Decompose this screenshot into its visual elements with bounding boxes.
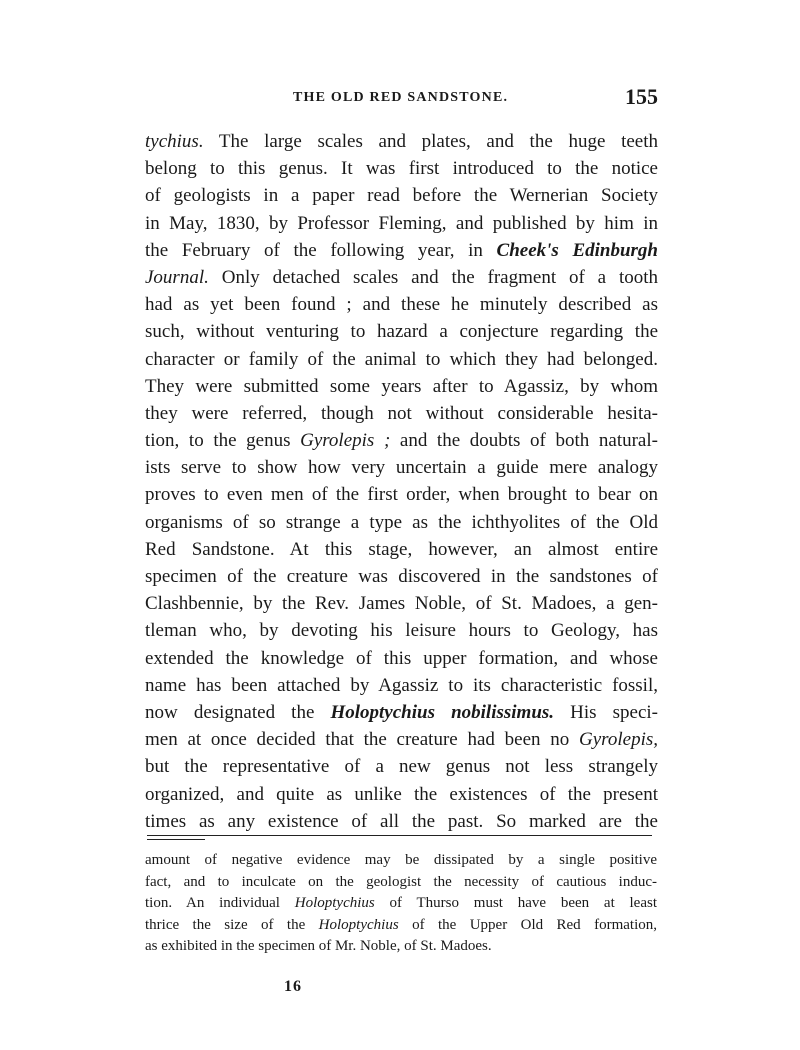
text-run: The large scales and plates, and the huge teeth (203, 131, 658, 152)
text-line (145, 400, 658, 427)
footnote-line (145, 872, 657, 894)
text-run: men at once decided that the creature had been no (145, 729, 580, 751)
text-line (145, 563, 658, 590)
text-run: of Thurso must have been at least (374, 895, 657, 912)
footnote-rule (147, 835, 652, 836)
text-run: tleman who, by devoting his leisure hours to Geology, has (145, 620, 658, 642)
footnote (145, 850, 657, 958)
text-line (145, 536, 658, 563)
footnote-line (145, 936, 657, 958)
text-run: Gyrolepis, (579, 729, 658, 751)
text-run: organized, and quite as unlike the existences of the present (145, 783, 658, 805)
text-run: Holoptychius (318, 916, 399, 933)
text-run: belong to this genus. It was first introduced to the notice (145, 158, 658, 180)
text-run: such, without venturing to hazard a conjecture regarding the (145, 321, 658, 343)
text-run: tion, to the genus (145, 430, 301, 452)
text-line (145, 699, 658, 726)
text-run: had as yet been found ; and these he minutely described as (145, 294, 658, 316)
text-run: extended the knowledge of this upper formation, and whose (145, 647, 658, 669)
text-line (145, 808, 658, 835)
text-line (145, 590, 658, 617)
text-run: organisms of so strange a type as the ichthyolites of the Old (145, 511, 658, 533)
text-line (145, 264, 658, 291)
text-run: tion. An individual (145, 895, 295, 912)
text-run: They were submitted some years after to Agassiz, by whom (145, 375, 658, 397)
text-run: Clashbennie, by the Rev. James Noble, of St. Madoes, a gen- (145, 593, 658, 615)
text-line (145, 454, 658, 481)
text-run: specimen of the creature was discovered in the sandstones of (145, 566, 658, 587)
text-line (145, 291, 658, 318)
text-line (145, 155, 658, 182)
text-line (145, 237, 658, 264)
text-run: tychius. (145, 131, 204, 152)
text-line (145, 781, 658, 808)
text-line (145, 346, 658, 373)
text-run: in May, 1830, by Professor Fleming, and published by him in (145, 212, 658, 234)
text-run: Holoptychius (294, 895, 375, 912)
page-number: 155 (625, 84, 658, 109)
body-text (145, 128, 658, 835)
text-line (145, 617, 658, 644)
signature-mark: 16 (284, 978, 302, 995)
text-line (145, 128, 658, 155)
text-run: Only detached scales and the fragment of a tooth (208, 266, 658, 288)
text-run: ists serve to show how very uncertain a guide mere analogy (145, 457, 658, 479)
text-line (145, 726, 658, 753)
text-run: amount of negative evidence may be dissipated by a single positive (145, 852, 657, 868)
text-run: Journal. (145, 266, 209, 288)
text-run: thrice the size of the (145, 916, 319, 933)
text-run: Holoptychius nobilissimus. (330, 701, 555, 723)
footnote-line (145, 915, 657, 937)
text-line (145, 427, 658, 454)
text-line (145, 672, 658, 699)
footnote-rule-short (147, 839, 205, 840)
text-line (145, 645, 658, 672)
text-line (145, 753, 658, 780)
text-run: times as any existence of all the past. So marked are the (145, 810, 658, 832)
text-run: His speci- (554, 701, 658, 723)
text-run: Red Sandstone. At this stage, however, an almost entire (145, 538, 658, 560)
text-line (145, 210, 658, 237)
text-run: they were referred, though not without considerable hesita- (145, 402, 658, 424)
text-run: Gyrolepis ; (300, 430, 391, 452)
text-run: the February of the following year, in (145, 239, 497, 261)
text-line (145, 318, 658, 345)
text-line (145, 182, 658, 209)
text-run: fact, and to inculcate on the geologist the necessity of cautious induc- (145, 873, 657, 890)
text-run: and the doubts of both natural- (390, 430, 658, 452)
text-run: now designated the (145, 701, 331, 723)
text-run: character or family of the animal to which they had belonged. (145, 348, 658, 370)
text-line (145, 481, 658, 508)
footnote-line (145, 893, 657, 915)
text-run: name has been attached by Agassiz to its characteristic fossil, (145, 674, 658, 696)
running-title: THE OLD RED SANDSTONE. (293, 90, 509, 105)
footnote-line (145, 850, 657, 872)
running-head (145, 84, 658, 114)
text-run: but the representative of a new genus not less strangely (145, 756, 658, 778)
text-run: Cheek's Edinburgh (496, 239, 658, 261)
text-run: as exhibited in the specimen of Mr. Noble, of St. Madoes. (145, 938, 492, 955)
text-run: proves to even men of the first order, when brought to bear on (145, 484, 658, 506)
text-line (145, 373, 658, 400)
text-run: of geologists in a paper read before the Wernerian Society (145, 185, 658, 207)
text-run: of the Upper Old Red formation, (398, 916, 657, 933)
text-line (145, 509, 658, 536)
